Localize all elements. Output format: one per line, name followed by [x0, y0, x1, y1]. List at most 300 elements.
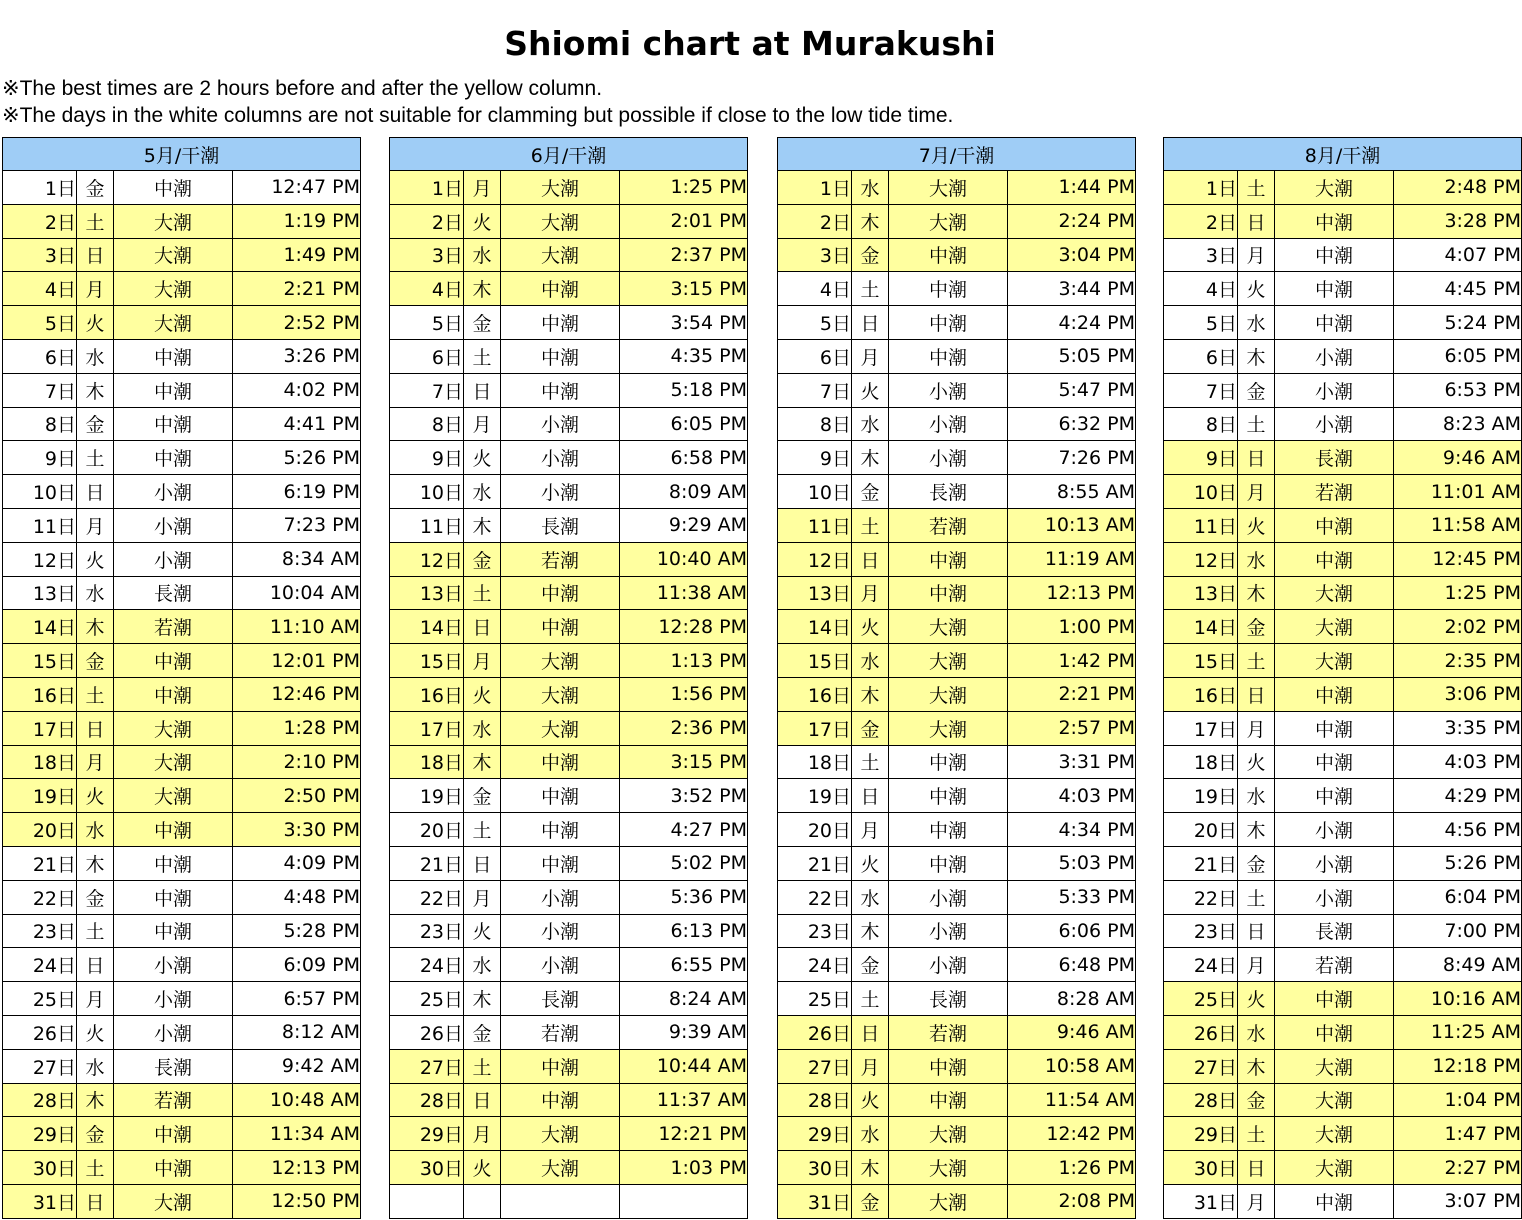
tide-type-cell: 小潮 — [889, 407, 1008, 441]
weekday-cell: 火 — [77, 779, 114, 813]
day-cell: 23日 — [390, 914, 464, 948]
day-cell: 30日 — [778, 1151, 852, 1185]
low-tide-time-cell: 2:35 PM — [1394, 644, 1522, 678]
table-row — [778, 982, 1136, 1016]
tide-type-cell: 大潮 — [1275, 610, 1394, 644]
tide-type-cell: 大潮 — [889, 1151, 1008, 1185]
table-row — [778, 779, 1136, 813]
weekday-cell: 月 — [77, 982, 114, 1016]
day-cell: 13日 — [778, 576, 852, 610]
weekday-cell: 木 — [1238, 813, 1275, 847]
table-row — [778, 1049, 1136, 1083]
low-tide-time-cell: 2:50 PM — [233, 779, 361, 813]
table-row — [1164, 1117, 1522, 1151]
low-tide-time-cell: 12:28 PM — [620, 610, 748, 644]
tide-type-cell: 大潮 — [501, 171, 620, 205]
low-tide-time-cell: 5:28 PM — [233, 914, 361, 948]
weekday-cell: 水 — [464, 238, 501, 272]
day-cell: 30日 — [3, 1151, 77, 1185]
weekday-cell: 木 — [852, 204, 889, 238]
table-row — [1164, 711, 1522, 745]
day-cell: 26日 — [390, 1015, 464, 1049]
low-tide-time-cell: 11:34 AM — [233, 1117, 361, 1151]
note-white-columns: ※The days in the white columns are not suitable for clamming but possible if close to the low tide time. — [2, 104, 954, 127]
table-row — [778, 1015, 1136, 1049]
low-tide-time-cell: 3:30 PM — [233, 813, 361, 847]
tide-type-cell: 中潮 — [501, 339, 620, 373]
weekday-cell: 金 — [464, 306, 501, 340]
low-tide-time-cell: 1:49 PM — [233, 238, 361, 272]
day-cell: 27日 — [390, 1049, 464, 1083]
day-cell: 21日 — [3, 846, 77, 880]
low-tide-time-cell: 3:15 PM — [620, 745, 748, 779]
day-cell: 20日 — [778, 813, 852, 847]
table-row — [390, 238, 748, 272]
table-row — [390, 373, 748, 407]
table-row — [3, 508, 361, 542]
low-tide-time-cell: 12:21 PM — [620, 1117, 748, 1151]
day-cell: 11日 — [1164, 508, 1238, 542]
low-tide-time-cell: 10:58 AM — [1008, 1049, 1136, 1083]
table-row — [778, 475, 1136, 509]
weekday-cell — [464, 1184, 501, 1218]
low-tide-time-cell: 5:18 PM — [620, 373, 748, 407]
table-row — [3, 880, 361, 914]
weekday-cell: 金 — [464, 542, 501, 576]
weekday-cell: 水 — [852, 880, 889, 914]
table-row — [3, 204, 361, 238]
tide-type-cell: 中潮 — [889, 238, 1008, 272]
day-cell: 24日 — [390, 948, 464, 982]
table-row — [778, 542, 1136, 576]
table-row — [390, 711, 748, 745]
low-tide-time-cell: 6:05 PM — [620, 407, 748, 441]
tide-type-cell: 長潮 — [889, 982, 1008, 1016]
table-row — [390, 1083, 748, 1117]
table-row — [390, 1184, 748, 1218]
weekday-cell: 火 — [77, 542, 114, 576]
tide-type-cell: 中潮 — [114, 644, 233, 678]
day-cell: 6日 — [3, 339, 77, 373]
low-tide-time-cell: 5:36 PM — [620, 880, 748, 914]
tide-type-cell: 長潮 — [501, 982, 620, 1016]
tide-type-cell: 小潮 — [114, 475, 233, 509]
table-row — [390, 475, 748, 509]
weekday-cell: 日 — [77, 238, 114, 272]
day-cell: 4日 — [3, 272, 77, 306]
low-tide-time-cell: 4:24 PM — [1008, 306, 1136, 340]
tide-type-cell: 若潮 — [114, 1083, 233, 1117]
table-row — [3, 542, 361, 576]
day-cell: 15日 — [778, 644, 852, 678]
low-tide-time-cell: 6:19 PM — [233, 475, 361, 509]
low-tide-time-cell: 4:45 PM — [1394, 272, 1522, 306]
tide-type-cell: 中潮 — [114, 813, 233, 847]
low-tide-time-cell: 8:24 AM — [620, 982, 748, 1016]
table-row — [778, 306, 1136, 340]
page-title: Shiomi chart at Murakushi — [504, 24, 996, 63]
low-tide-time-cell: 6:05 PM — [1394, 339, 1522, 373]
weekday-cell: 火 — [464, 204, 501, 238]
tide-type-cell: 中潮 — [1275, 238, 1394, 272]
weekday-cell: 木 — [852, 1151, 889, 1185]
day-cell: 16日 — [1164, 677, 1238, 711]
table-row — [1164, 610, 1522, 644]
day-cell: 25日 — [390, 982, 464, 1016]
weekday-cell: 水 — [852, 171, 889, 205]
low-tide-time-cell: 12:47 PM — [233, 171, 361, 205]
tide-type-cell: 小潮 — [889, 880, 1008, 914]
table-row — [390, 982, 748, 1016]
weekday-cell: 日 — [1238, 914, 1275, 948]
weekday-cell: 水 — [464, 948, 501, 982]
day-cell: 9日 — [390, 441, 464, 475]
weekday-cell: 月 — [852, 339, 889, 373]
day-cell: 19日 — [778, 779, 852, 813]
tide-type-cell: 中潮 — [1275, 204, 1394, 238]
table-row — [1164, 407, 1522, 441]
low-tide-time-cell: 5:33 PM — [1008, 880, 1136, 914]
low-tide-time-cell: 12:50 PM — [233, 1184, 361, 1218]
tide-type-cell: 中潮 — [889, 1049, 1008, 1083]
weekday-cell: 月 — [464, 1117, 501, 1151]
table-row — [390, 407, 748, 441]
day-cell: 5日 — [3, 306, 77, 340]
tide-type-cell: 大潮 — [114, 272, 233, 306]
table-row — [390, 1049, 748, 1083]
low-tide-time-cell: 10:16 AM — [1394, 982, 1522, 1016]
day-cell: 5日 — [778, 306, 852, 340]
weekday-cell: 水 — [1238, 306, 1275, 340]
low-tide-time-cell: 10:44 AM — [620, 1049, 748, 1083]
table-row — [3, 1184, 361, 1218]
tide-type-cell: 中潮 — [889, 272, 1008, 306]
day-cell: 5日 — [1164, 306, 1238, 340]
day-cell: 22日 — [778, 880, 852, 914]
day-cell: 12日 — [3, 542, 77, 576]
tide-type-cell: 中潮 — [1275, 745, 1394, 779]
tide-type-cell: 大潮 — [114, 745, 233, 779]
tide-type-cell: 中潮 — [114, 914, 233, 948]
table-row — [390, 1015, 748, 1049]
low-tide-time-cell: 9:42 AM — [233, 1049, 361, 1083]
day-cell: 25日 — [1164, 982, 1238, 1016]
weekday-cell: 月 — [77, 745, 114, 779]
day-cell: 29日 — [1164, 1117, 1238, 1151]
table-row — [1164, 745, 1522, 779]
day-cell: 4日 — [390, 272, 464, 306]
tide-type-cell: 中潮 — [889, 576, 1008, 610]
low-tide-time-cell: 1:28 PM — [233, 711, 361, 745]
table-row — [778, 846, 1136, 880]
tide-type-cell: 大潮 — [889, 204, 1008, 238]
day-cell — [390, 1184, 464, 1218]
tide-type-cell: 大潮 — [1275, 1049, 1394, 1083]
weekday-cell: 土 — [1238, 171, 1275, 205]
low-tide-time-cell: 6:09 PM — [233, 948, 361, 982]
tide-type-cell: 中潮 — [501, 306, 620, 340]
low-tide-time-cell: 8:28 AM — [1008, 982, 1136, 1016]
table-row — [3, 171, 361, 205]
low-tide-time-cell: 2:48 PM — [1394, 171, 1522, 205]
weekday-cell: 日 — [77, 1184, 114, 1218]
table-row — [3, 1151, 361, 1185]
weekday-cell: 土 — [852, 745, 889, 779]
tide-type-cell: 小潮 — [1275, 339, 1394, 373]
day-cell: 26日 — [1164, 1015, 1238, 1049]
tide-type-cell: 小潮 — [1275, 846, 1394, 880]
day-cell: 5日 — [390, 306, 464, 340]
day-cell: 9日 — [3, 441, 77, 475]
weekday-cell: 火 — [77, 306, 114, 340]
day-cell: 27日 — [3, 1049, 77, 1083]
low-tide-time-cell: 4:34 PM — [1008, 813, 1136, 847]
month-table-august — [1163, 137, 1522, 1219]
day-cell: 31日 — [778, 1184, 852, 1218]
low-tide-time-cell: 6:32 PM — [1008, 407, 1136, 441]
low-tide-time-cell: 3:06 PM — [1394, 677, 1522, 711]
weekday-cell: 水 — [852, 644, 889, 678]
tide-type-cell: 中潮 — [501, 576, 620, 610]
tide-type-cell: 小潮 — [1275, 880, 1394, 914]
table-row — [390, 1117, 748, 1151]
low-tide-time-cell: 4:48 PM — [233, 880, 361, 914]
day-cell: 27日 — [778, 1049, 852, 1083]
tide-type-cell: 長潮 — [114, 576, 233, 610]
day-cell: 8日 — [1164, 407, 1238, 441]
day-cell: 7日 — [1164, 373, 1238, 407]
day-cell: 29日 — [390, 1117, 464, 1151]
table-row — [1164, 779, 1522, 813]
month-table-may — [2, 137, 361, 1219]
weekday-cell: 月 — [464, 644, 501, 678]
low-tide-time-cell: 6:55 PM — [620, 948, 748, 982]
low-tide-time-cell: 1:25 PM — [1394, 576, 1522, 610]
low-tide-time-cell: 7:00 PM — [1394, 914, 1522, 948]
weekday-cell: 土 — [77, 441, 114, 475]
weekday-cell: 金 — [77, 171, 114, 205]
tide-type-cell: 若潮 — [889, 508, 1008, 542]
day-cell: 28日 — [3, 1083, 77, 1117]
table-row — [778, 745, 1136, 779]
day-cell: 14日 — [390, 610, 464, 644]
table-row — [390, 880, 748, 914]
table-row — [3, 610, 361, 644]
table-row — [1164, 677, 1522, 711]
weekday-cell: 金 — [1238, 610, 1275, 644]
tide-type-cell: 中潮 — [501, 846, 620, 880]
table-row — [1164, 306, 1522, 340]
weekday-cell: 水 — [464, 475, 501, 509]
low-tide-time-cell: 11:54 AM — [1008, 1083, 1136, 1117]
table-row — [3, 846, 361, 880]
weekday-cell: 金 — [77, 880, 114, 914]
weekday-cell: 月 — [77, 272, 114, 306]
weekday-cell: 木 — [464, 745, 501, 779]
low-tide-time-cell: 12:18 PM — [1394, 1049, 1522, 1083]
tide-type-cell: 小潮 — [114, 542, 233, 576]
tide-type-cell: 小潮 — [501, 441, 620, 475]
tide-type-cell: 小潮 — [114, 982, 233, 1016]
day-cell: 22日 — [3, 880, 77, 914]
tide-type-cell: 中潮 — [889, 542, 1008, 576]
weekday-cell: 月 — [1238, 238, 1275, 272]
weekday-cell: 木 — [464, 982, 501, 1016]
low-tide-time-cell: 5:05 PM — [1008, 339, 1136, 373]
tide-type-cell: 中潮 — [501, 745, 620, 779]
tide-type-cell: 中潮 — [114, 1117, 233, 1151]
low-tide-time-cell: 12:46 PM — [233, 677, 361, 711]
low-tide-time-cell: 1:26 PM — [1008, 1151, 1136, 1185]
day-cell: 25日 — [778, 982, 852, 1016]
tide-type-cell: 中潮 — [1275, 1184, 1394, 1218]
table-row — [778, 272, 1136, 306]
table-row — [778, 711, 1136, 745]
day-cell: 31日 — [3, 1184, 77, 1218]
tide-type-cell: 大潮 — [889, 171, 1008, 205]
weekday-cell: 木 — [852, 441, 889, 475]
table-row — [3, 407, 361, 441]
day-cell: 4日 — [1164, 272, 1238, 306]
low-tide-time-cell: 12:42 PM — [1008, 1117, 1136, 1151]
weekday-cell: 火 — [1238, 745, 1275, 779]
day-cell: 17日 — [390, 711, 464, 745]
day-cell: 23日 — [1164, 914, 1238, 948]
weekday-cell: 金 — [1238, 1083, 1275, 1117]
day-cell: 29日 — [3, 1117, 77, 1151]
table-row — [778, 441, 1136, 475]
tide-type-cell: 中潮 — [889, 1083, 1008, 1117]
tide-type-cell: 中潮 — [114, 373, 233, 407]
day-cell: 24日 — [778, 948, 852, 982]
tide-type-cell: 中潮 — [1275, 1015, 1394, 1049]
tide-type-cell: 中潮 — [889, 813, 1008, 847]
table-row — [1164, 171, 1522, 205]
tide-type-cell: 中潮 — [889, 779, 1008, 813]
tide-type-cell: 大潮 — [1275, 1083, 1394, 1117]
table-row — [390, 948, 748, 982]
tide-type-cell: 若潮 — [889, 1015, 1008, 1049]
weekday-cell: 日 — [77, 475, 114, 509]
low-tide-time-cell: 1:13 PM — [620, 644, 748, 678]
table-row — [1164, 1184, 1522, 1218]
table-row — [390, 610, 748, 644]
low-tide-time-cell: 3:07 PM — [1394, 1184, 1522, 1218]
day-cell: 2日 — [3, 204, 77, 238]
low-tide-time-cell: 1:03 PM — [620, 1151, 748, 1185]
tide-type-cell: 小潮 — [1275, 373, 1394, 407]
weekday-cell: 土 — [1238, 407, 1275, 441]
day-cell: 1日 — [3, 171, 77, 205]
day-cell: 3日 — [3, 238, 77, 272]
weekday-cell: 日 — [77, 948, 114, 982]
day-cell: 12日 — [778, 542, 852, 576]
tide-type-cell: 中潮 — [114, 846, 233, 880]
low-tide-time-cell: 1:04 PM — [1394, 1083, 1522, 1117]
day-cell: 30日 — [390, 1151, 464, 1185]
day-cell: 20日 — [1164, 813, 1238, 847]
weekday-cell: 日 — [852, 779, 889, 813]
day-cell: 23日 — [778, 914, 852, 948]
low-tide-time-cell: 8:12 AM — [233, 1015, 361, 1049]
tide-type-cell: 中潮 — [1275, 306, 1394, 340]
low-tide-time-cell: 3:44 PM — [1008, 272, 1136, 306]
low-tide-time-cell: 7:26 PM — [1008, 441, 1136, 475]
low-tide-time-cell: 11:10 AM — [233, 610, 361, 644]
weekday-cell: 土 — [464, 1049, 501, 1083]
day-cell: 6日 — [1164, 339, 1238, 373]
day-cell: 22日 — [390, 880, 464, 914]
tide-type-cell: 中潮 — [114, 407, 233, 441]
table-row — [778, 339, 1136, 373]
table-row — [778, 238, 1136, 272]
day-cell: 16日 — [778, 677, 852, 711]
weekday-cell: 金 — [852, 711, 889, 745]
table-row — [1164, 813, 1522, 847]
table-row — [778, 373, 1136, 407]
table-row — [390, 1151, 748, 1185]
tide-type-cell: 大潮 — [114, 306, 233, 340]
low-tide-time-cell: 9:29 AM — [620, 508, 748, 542]
day-cell: 17日 — [778, 711, 852, 745]
tide-type-cell: 大潮 — [114, 1184, 233, 1218]
low-tide-time-cell: 11:37 AM — [620, 1083, 748, 1117]
table-row — [1164, 475, 1522, 509]
day-cell: 18日 — [390, 745, 464, 779]
low-tide-time-cell: 11:38 AM — [620, 576, 748, 610]
month-header: 7月/干潮 — [778, 138, 1136, 171]
low-tide-time-cell: 11:25 AM — [1394, 1015, 1522, 1049]
low-tide-time-cell: 6:53 PM — [1394, 373, 1522, 407]
note-best-times: ※The best times are 2 hours before and after the yellow column. — [2, 77, 603, 100]
tide-type-cell: 小潮 — [114, 508, 233, 542]
weekday-cell: 日 — [1238, 677, 1275, 711]
day-cell: 1日 — [390, 171, 464, 205]
weekday-cell: 金 — [852, 475, 889, 509]
table-row — [3, 272, 361, 306]
low-tide-time-cell: 9:46 AM — [1008, 1015, 1136, 1049]
day-cell: 9日 — [778, 441, 852, 475]
low-tide-time-cell: 2:08 PM — [1008, 1184, 1136, 1218]
weekday-cell: 木 — [464, 272, 501, 306]
low-tide-time-cell: 8:49 AM — [1394, 948, 1522, 982]
tide-type-cell: 中潮 — [501, 373, 620, 407]
month-header: 8月/干潮 — [1164, 138, 1522, 171]
table-row — [778, 1117, 1136, 1151]
tide-type-cell: 大潮 — [889, 610, 1008, 644]
low-tide-time-cell: 8:34 AM — [233, 542, 361, 576]
weekday-cell: 月 — [77, 508, 114, 542]
table-row — [778, 576, 1136, 610]
weekday-cell: 月 — [1238, 711, 1275, 745]
table-row — [778, 508, 1136, 542]
table-row — [1164, 441, 1522, 475]
weekday-cell: 火 — [852, 1083, 889, 1117]
low-tide-time-cell: 8:55 AM — [1008, 475, 1136, 509]
table-row — [1164, 204, 1522, 238]
weekday-cell: 木 — [852, 914, 889, 948]
low-tide-time-cell: 11:19 AM — [1008, 542, 1136, 576]
table-row — [3, 982, 361, 1016]
table-row — [3, 1083, 361, 1117]
weekday-cell: 月 — [1238, 475, 1275, 509]
weekday-cell: 日 — [464, 846, 501, 880]
low-tide-time-cell: 4:03 PM — [1008, 779, 1136, 813]
table-row — [778, 644, 1136, 678]
weekday-cell: 日 — [464, 610, 501, 644]
low-tide-time-cell: 4:03 PM — [1394, 745, 1522, 779]
low-tide-time-cell: 4:56 PM — [1394, 813, 1522, 847]
